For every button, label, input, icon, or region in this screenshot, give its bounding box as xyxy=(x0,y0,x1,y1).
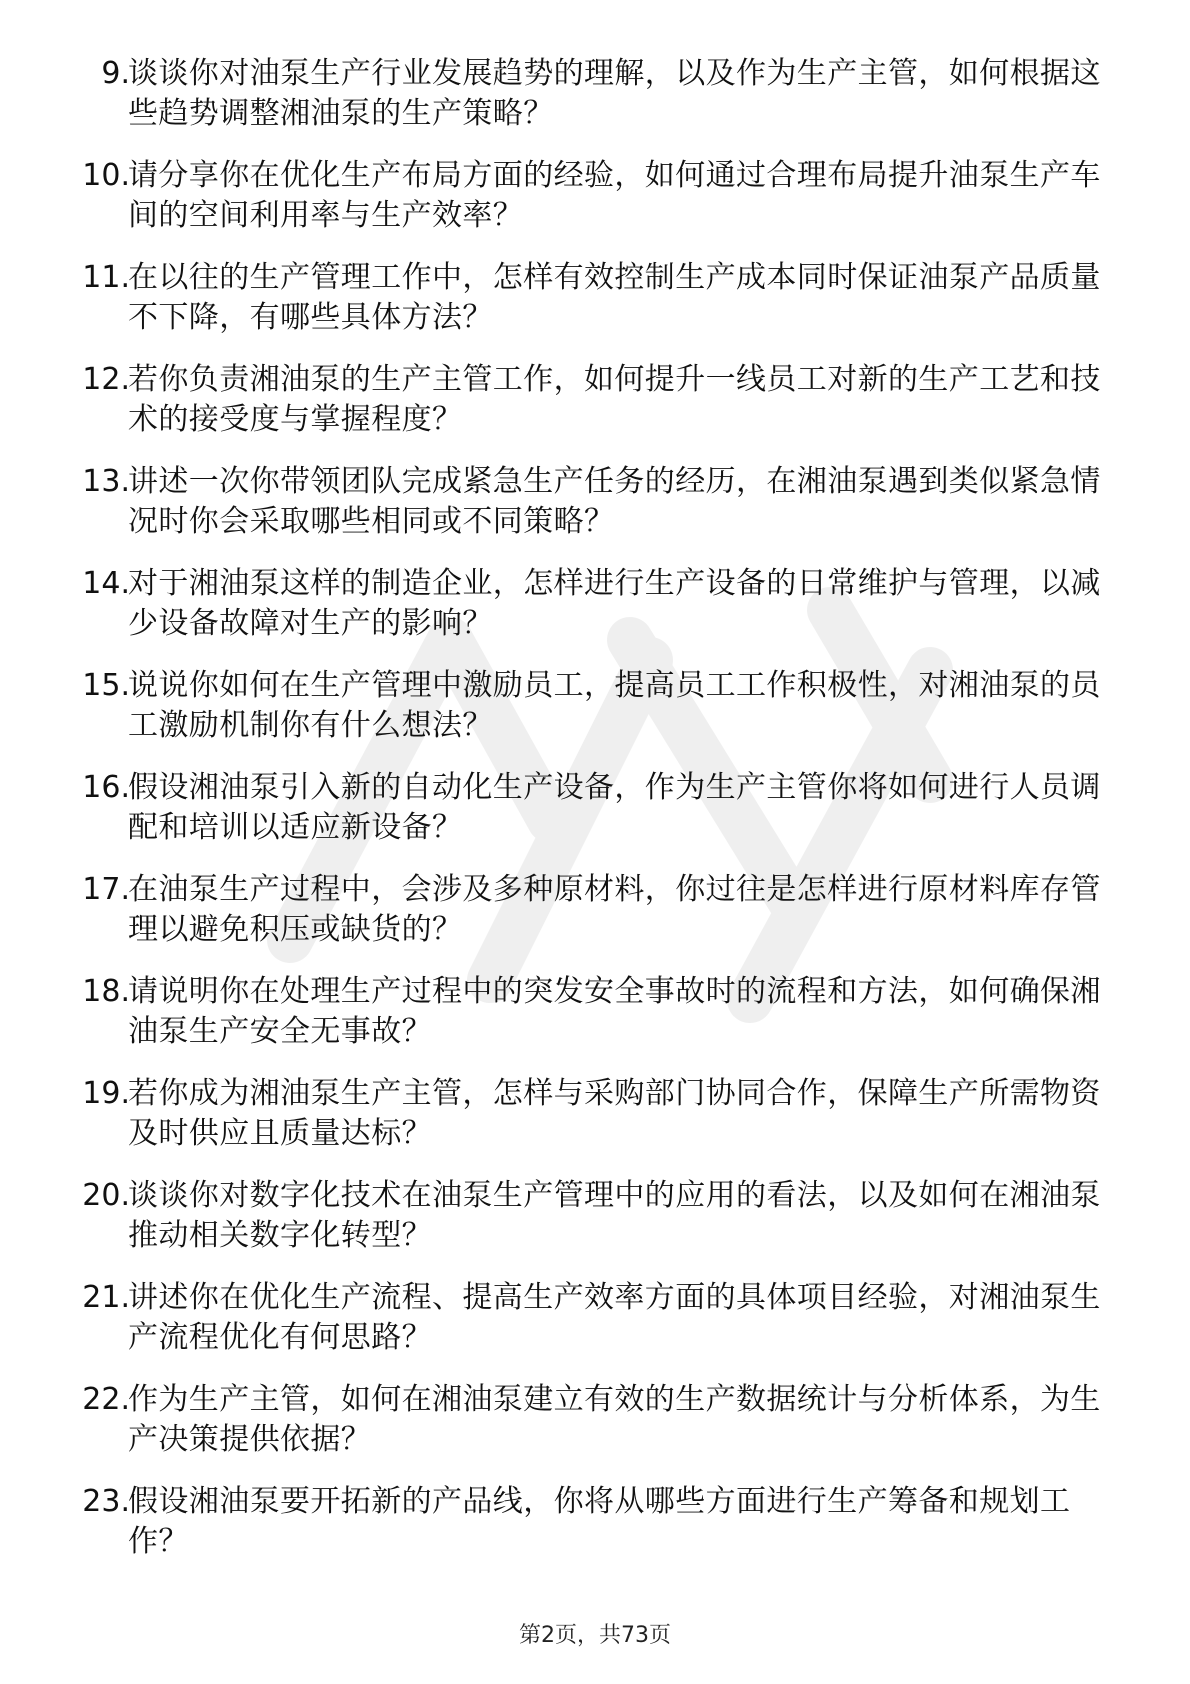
question-text: 若你负责湘油泵的生产主管工作，如何提升一线员工对新的生产工艺和技术的接受度与掌握程度？ xyxy=(128,362,1101,437)
question-number: 17. xyxy=(82,872,130,907)
question-item xyxy=(0,972,1190,1074)
question-item xyxy=(0,1380,1190,1482)
question-item xyxy=(0,1482,1190,1584)
question-item xyxy=(0,870,1190,972)
question-number: 21. xyxy=(82,1280,130,1315)
question-text: 在以往的生产管理工作中，怎样有效控制生产成本同时保证油泵产品质量不下降，有哪些具体方法？ xyxy=(128,260,1101,335)
question-item xyxy=(0,360,1190,462)
question-number: 10. xyxy=(82,158,130,193)
question-text: 在油泵生产过程中，会涉及多种原材料，你过往是怎样进行原材料库存管理以避免积压或缺货的？ xyxy=(128,872,1101,947)
question-number: 23. xyxy=(82,1484,130,1519)
question-text: 假设湘油泵要开拓新的产品线，你将从哪些方面进行生产筹备和规划工作？ xyxy=(128,1484,1071,1559)
question-text: 若你成为湘油泵生产主管，怎样与采购部门协同合作，保障生产所需物资及时供应且质量达标？ xyxy=(128,1076,1101,1151)
question-number: 19. xyxy=(82,1076,130,1111)
question-text: 谈谈你对油泵生产行业发展趋势的理解，以及作为生产主管，如何根据这些趋势调整湘油泵的生产策略？ xyxy=(128,56,1101,131)
question-number: 18. xyxy=(82,974,130,1009)
question-text: 说说你如何在生产管理中激励员工，提高员工工作积极性，对湘油泵的员工激励机制你有什么想法？ xyxy=(128,668,1101,743)
question-number: 14. xyxy=(82,566,130,601)
question-item xyxy=(0,1176,1190,1278)
question-number: 11. xyxy=(82,260,130,295)
question-item xyxy=(0,156,1190,258)
question-number: 22. xyxy=(82,1382,130,1417)
question-item xyxy=(0,564,1190,666)
question-number: 9. xyxy=(101,56,130,91)
question-item xyxy=(0,462,1190,564)
question-text: 对于湘油泵这样的制造企业，怎样进行生产设备的日常维护与管理，以减少设备故障对生产的影响？ xyxy=(128,566,1101,641)
question-number: 15. xyxy=(82,668,130,703)
question-text: 请说明你在处理生产过程中的突发安全事故时的流程和方法，如何确保湘油泵生产安全无事故？ xyxy=(128,974,1101,1049)
question-number: 16. xyxy=(82,770,130,805)
question-text: 谈谈你对数字化技术在油泵生产管理中的应用的看法，以及如何在湘油泵推动相关数字化转型？ xyxy=(128,1178,1101,1253)
question-text: 假设湘油泵引入新的自动化生产设备，作为生产主管你将如何进行人员调配和培训以适应新设备？ xyxy=(128,770,1101,845)
question-text: 讲述一次你带领团队完成紧急生产任务的经历，在湘油泵遇到类似紧急情况时你会采取哪些相同或不同策略？ xyxy=(128,464,1101,539)
question-item xyxy=(0,1278,1190,1380)
question-text: 作为生产主管，如何在湘油泵建立有效的生产数据统计与分析体系，为生产决策提供依据？ xyxy=(128,1382,1101,1457)
question-text: 请分享你在优化生产布局方面的经验，如何通过合理布局提升油泵生产车间的空间利用率与生产效率？ xyxy=(128,158,1101,233)
page-footer: 第2页，共73页 xyxy=(519,1623,671,1648)
question-item xyxy=(0,768,1190,870)
question-number: 12. xyxy=(82,362,130,397)
question-number: 20. xyxy=(82,1178,130,1213)
question-item xyxy=(0,258,1190,360)
question-item xyxy=(0,1074,1190,1176)
question-list xyxy=(0,54,1190,1584)
question-item xyxy=(0,666,1190,768)
question-item xyxy=(0,54,1190,156)
question-text: 讲述你在优化生产流程、提高生产效率方面的具体项目经验，对湘油泵生产流程优化有何思路？ xyxy=(128,1280,1101,1355)
question-number: 13. xyxy=(82,464,130,499)
